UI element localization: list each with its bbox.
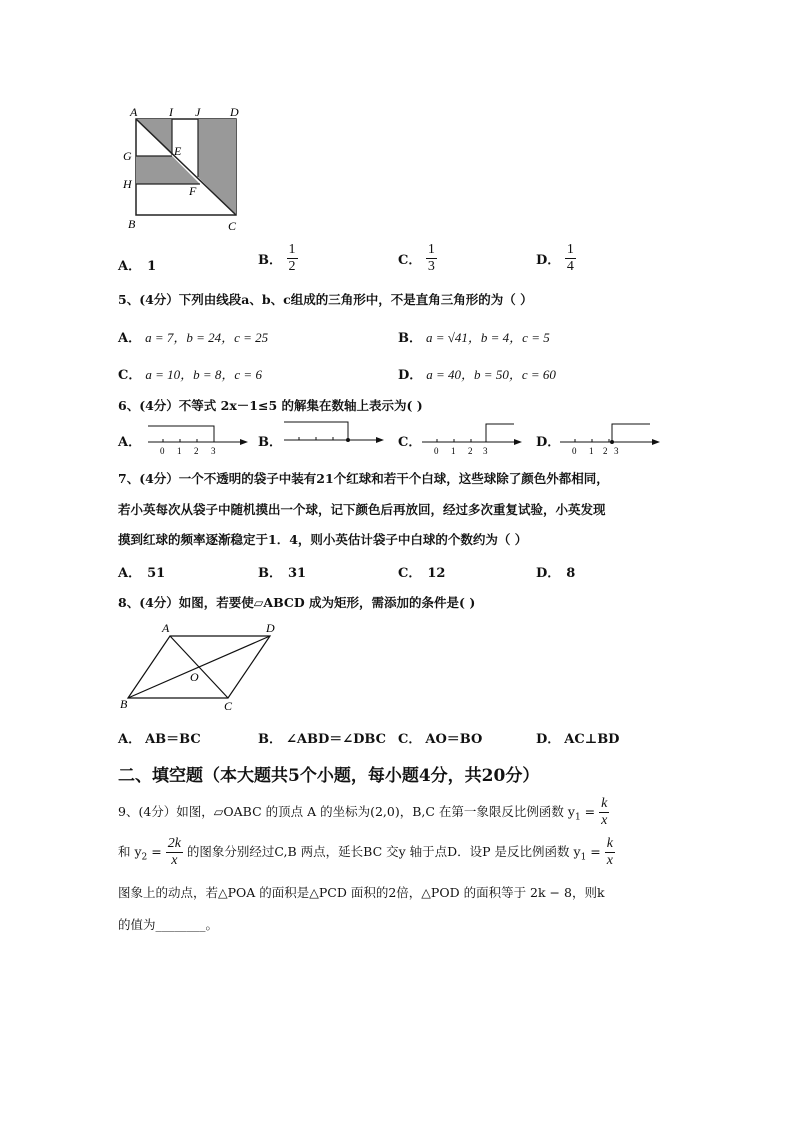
q9-line4: 的值为________。	[118, 917, 219, 932]
q5-option-c[interactable]: C． a = 10，b = 8，c = 6	[118, 367, 262, 383]
number-line-b	[282, 418, 386, 454]
question4-figure	[118, 100, 248, 238]
q4-option-c[interactable]: C． $\frac{1}{3}$	[398, 242, 435, 274]
shaded-strip-right	[198, 119, 236, 215]
tick-0: 0	[572, 446, 577, 456]
q4-option-d[interactable]: D． $\frac{1}{4}$	[536, 242, 574, 274]
tick-2: 2	[603, 446, 608, 456]
label-J: J	[195, 105, 201, 119]
label-G: G	[123, 149, 132, 163]
label-O: O	[190, 670, 199, 684]
label-A: A	[130, 105, 138, 119]
q5-option-d[interactable]: D． a = 40，b = 50，c = 60	[398, 367, 556, 383]
label-B: B	[128, 217, 136, 231]
tick-2: 2	[468, 446, 473, 456]
tick-2: 2	[194, 446, 199, 456]
tick-3: 3	[614, 446, 619, 456]
shaded-band-h	[136, 174, 200, 184]
label-A: A	[162, 621, 170, 635]
q4-option-b[interactable]: B． $\frac{1}{2}$	[258, 242, 296, 274]
q4-option-a[interactable]: A． 1	[118, 259, 157, 274]
q5-option-b[interactable]: B． a = √41，b = 4，c = 5	[398, 330, 550, 346]
tick-1: 1	[451, 446, 456, 456]
label-D: D	[230, 105, 239, 119]
q6-stem: 6、(4分）不等式 2x－1≤5 的解集在数轴上表示为( )	[118, 398, 423, 413]
q7-option-b[interactable]: B． 31	[258, 566, 307, 581]
label-I: I	[169, 105, 173, 119]
section-heading: 二、填空题（本大题共5个小题，每小题4分，共20分）	[118, 766, 540, 786]
number-line-c	[420, 420, 524, 456]
fraction: $\frac{1}{2}$	[288, 242, 296, 274]
q6-option-b[interactable]: B．	[258, 435, 282, 450]
q9-line2: 和 $y_2$ = $\frac{2k}{x}$ 的图象分别经过C,B 两点，延长BC 交y 轴于点D．设P 是反比例函数 $y_1$ = $\frac{k}{x}$	[118, 836, 613, 868]
q8-option-b[interactable]: B． ∠ABD＝∠DBC	[258, 732, 386, 747]
q8-option-c[interactable]: C． AO＝BO	[398, 732, 483, 747]
tick-1: 1	[177, 446, 182, 456]
label-D: D	[266, 621, 275, 635]
q6-option-d[interactable]: D．	[536, 435, 561, 450]
q7-option-d[interactable]: D． 8	[536, 566, 576, 581]
q5-stem: 5、(4分）下列由线段a、b、c组成的三角形中，不是直角三角形的为（ ）	[118, 292, 533, 307]
parallelogram-figure	[116, 618, 286, 714]
q6-option-a[interactable]: A．	[118, 435, 142, 450]
label-B: B	[120, 697, 128, 711]
fraction: $\frac{1}{4}$	[566, 242, 574, 274]
label-H: H	[123, 177, 132, 191]
tick-0: 0	[160, 446, 165, 456]
shaded-band-g	[136, 156, 190, 174]
q9-line1: 9、(4分）如图，▱OABC 的顶点 A 的坐标为(2,0)，B,C 在第一象限反比例函数 $y_1$ = $\frac{k}{x}$	[118, 796, 608, 828]
tick-3: 3	[483, 446, 488, 456]
label-C: C	[228, 219, 237, 233]
q7-option-c[interactable]: C． 12	[398, 566, 446, 581]
fraction: $\frac{1}{3}$	[427, 242, 435, 274]
number-line-d	[558, 420, 662, 456]
q7-option-a[interactable]: A． 51	[118, 566, 166, 581]
q5-option-a[interactable]: A． a = 7，b = 24，c = 25	[118, 330, 269, 346]
tick-0: 0	[434, 446, 439, 456]
label-C: C	[224, 699, 233, 713]
q6-option-c[interactable]: C．	[398, 435, 422, 450]
q8-option-d[interactable]: D． AC⊥BD	[536, 732, 620, 747]
q8-stem: 8、(4分）如图，若要使▱ABCD 成为矩形，需添加的条件是( )	[118, 595, 476, 610]
tick-1: 1	[589, 446, 594, 456]
q9-line3: 图象上的动点，若△POA 的面积是△PCD 面积的2倍，△POD 的面积等于 2k − 8，则k	[118, 885, 605, 900]
q7-stem-line3: 摸到红球的频率逐渐稳定于1．4，则小英估计袋子中白球的个数约为（ ）	[118, 532, 528, 547]
q7-stem-line1: 7、(4分）一个不透明的袋子中装有21个红球和若干个白球，这些球除了颜色外都相同，	[118, 471, 609, 486]
label-F: F	[189, 184, 197, 198]
q7-stem-line2: 若小英每次从袋子中随机摸出一个球，记下颜色后再放回，经过多次重复试验，小英发现	[118, 502, 606, 517]
number-line-a	[146, 420, 250, 456]
q8-option-a[interactable]: A． AB＝BC	[118, 732, 201, 747]
tick-3: 3	[211, 446, 216, 456]
label-E: E	[174, 144, 182, 158]
